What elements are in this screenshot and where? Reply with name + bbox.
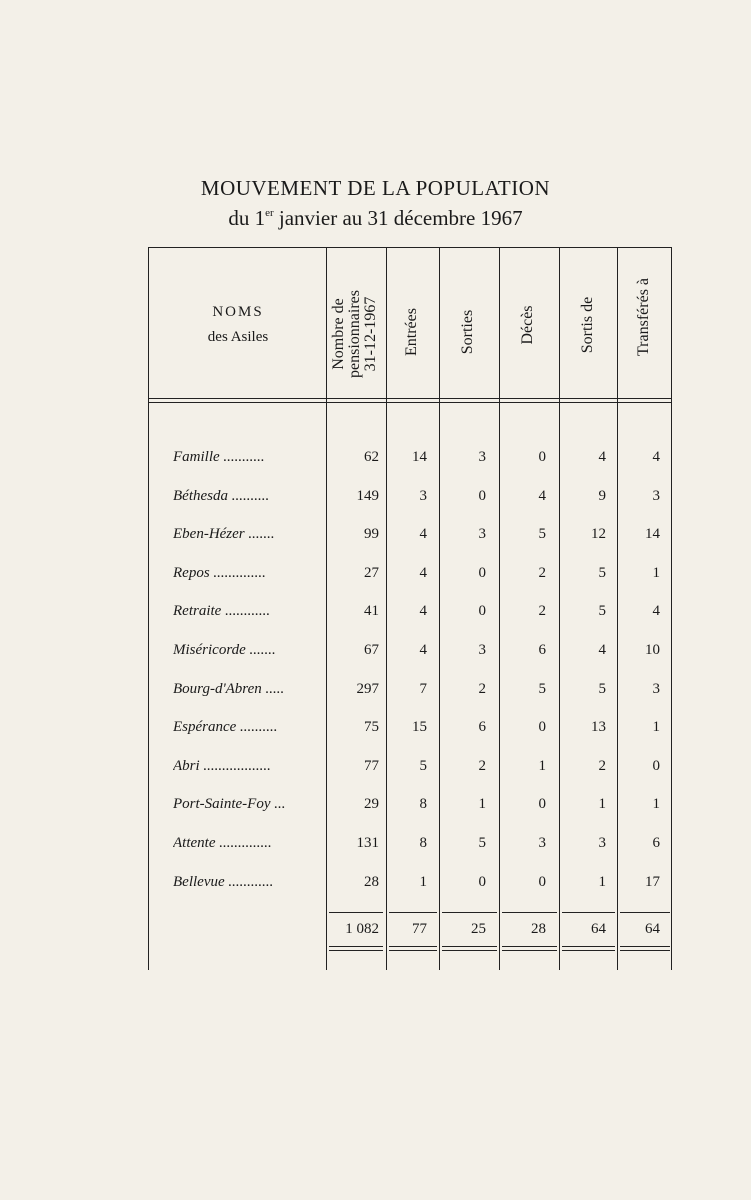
cell-nombre: 149 [356,487,379,504]
header-deces: Décès [519,305,536,345]
sum-rule [620,912,670,913]
total-double-rule [620,946,670,951]
table-row [149,681,673,707]
asile-name: Bellevue ............ [173,873,274,890]
asile-name: Bourg-d'Abren ..... [173,680,285,697]
header-transferes: Transférés à [635,277,652,357]
table-row [149,488,673,514]
header-sorties: Sorties [459,309,476,355]
cell-sortis: 5 [598,564,606,581]
total-transferes: 64 [645,921,660,937]
cell-transferes: 3 [652,487,660,504]
cell-sorties: 0 [478,487,486,504]
total-double-rule [442,946,497,951]
header-sortis: Sortis de [579,296,596,354]
table-row [149,719,673,745]
table-row [149,603,673,629]
cell-sortis: 12 [591,526,606,543]
subtitle-superscript: er [265,207,274,219]
cell-entrees: 15 [412,719,427,736]
cell-nombre: 41 [364,603,379,620]
cell-transferes: 4 [652,449,660,465]
table-row [149,796,673,822]
total-double-rule [562,946,615,951]
cell-entrees: 5 [419,757,427,774]
cell-deces: 2 [538,603,546,620]
cell-entrees: 1 [419,873,427,890]
sum-rule [562,912,615,913]
header-nombre-line2: pensionnaires [346,290,363,378]
cell-sorties: 5 [478,835,486,851]
header-nombre [331,274,383,394]
header-noms [149,300,327,350]
cell-transferes: 10 [645,642,660,658]
cell-transferes: 0 [652,757,660,774]
header-rule [149,398,671,403]
cell-transferes: 1 [652,796,660,813]
cell-sorties: 3 [478,526,486,543]
cell-deces: 5 [538,680,546,697]
header-nombre-line3: 31-12-1967 [362,296,379,372]
cell-sorties: 3 [478,642,486,658]
cell-deces: 0 [538,873,546,890]
sum-rule [329,912,383,913]
total-entrees: 77 [412,921,427,937]
cell-transferes: 1 [652,719,660,736]
table-row [149,758,673,784]
table-row [149,565,673,591]
total-sorties: 25 [471,921,486,937]
asile-name: Abri .................. [173,757,271,774]
totals-row [149,921,673,947]
header-entrees: Entrées [403,308,420,356]
asile-name: Eben-Hézer ....... [173,526,275,543]
header-noms-line1: NOMS [212,304,264,320]
subtitle-prefix: du 1 [228,206,266,230]
cell-deces: 5 [538,526,546,543]
cell-entrees: 8 [419,796,427,813]
cell-sortis: 13 [591,719,606,736]
total-deces: 28 [531,921,546,937]
sum-rule [502,912,557,913]
cell-deces: 0 [538,719,546,736]
cell-sorties: 2 [478,757,486,774]
cell-deces: 6 [538,642,546,658]
cell-entrees: 4 [419,564,427,581]
cell-entrees: 3 [419,487,427,504]
asile-name: Repos .............. [173,564,266,581]
cell-transferes: 6 [652,835,660,851]
cell-nombre: 67 [364,642,379,658]
cell-entrees: 4 [419,603,427,620]
cell-sortis: 5 [598,680,606,697]
cell-sorties: 0 [478,873,486,890]
asile-name: Miséricorde ....... [173,642,276,658]
cell-deces: 2 [538,564,546,581]
cell-entrees: 14 [412,449,427,465]
page-title: MOUVEMENT DE LA POPULATION [200,176,551,200]
total-sortis: 64 [591,921,606,937]
cell-sorties: 3 [478,449,486,465]
cell-entrees: 7 [419,680,427,697]
cell-nombre: 62 [364,449,379,465]
cell-sortis: 2 [598,757,606,774]
cell-sortis: 1 [598,873,606,890]
cell-sortis: 9 [598,487,606,504]
cell-sortis: 1 [598,796,606,813]
cell-transferes: 1 [652,564,660,581]
cell-deces: 3 [538,835,546,851]
total-double-rule [329,946,383,951]
table-row [149,835,673,861]
cell-sortis: 5 [598,603,606,620]
cell-sortis: 4 [598,642,606,658]
cell-nombre: 131 [356,835,379,851]
cell-transferes: 4 [652,603,660,620]
total-double-rule [389,946,437,951]
table-row [149,449,673,475]
cell-deces: 1 [538,757,546,774]
asile-name: Famille ........... [173,449,265,465]
cell-deces: 4 [538,487,546,504]
cell-sortis: 4 [598,449,606,465]
asile-name: Port-Sainte-Foy ... [173,796,286,813]
cell-entrees: 4 [419,642,427,658]
sum-rule [442,912,497,913]
cell-sorties: 6 [478,719,486,736]
header-nombre-line1: Nombre de [330,298,347,370]
cell-nombre: 75 [364,719,379,736]
cell-nombre: 27 [364,564,379,581]
cell-transferes: 14 [645,526,660,543]
cell-sorties: 0 [478,603,486,620]
population-table [148,247,672,970]
table-row [149,874,673,900]
sum-rule [389,912,437,913]
asile-name: Retraite ............ [173,603,271,620]
cell-sorties: 1 [478,796,486,813]
cell-entrees: 8 [419,835,427,851]
total-nombre: 1 082 [345,921,379,937]
cell-nombre: 29 [364,796,379,813]
cell-sorties: 0 [478,564,486,581]
cell-transferes: 3 [652,680,660,697]
cell-deces: 0 [538,796,546,813]
cell-nombre: 297 [356,680,379,697]
cell-nombre: 77 [364,757,379,774]
cell-entrees: 4 [419,526,427,543]
header-noms-line2: des Asiles [207,329,269,345]
asile-name: Attente .............. [173,835,272,851]
asile-name: Espérance .......... [173,719,278,736]
cell-nombre: 28 [364,873,379,890]
cell-transferes: 17 [645,873,660,890]
table-row [149,642,673,668]
table-row [149,526,673,552]
cell-sortis: 3 [598,835,606,851]
cell-deces: 0 [538,449,546,465]
total-double-rule [502,946,557,951]
cell-sorties: 2 [478,680,486,697]
cell-nombre: 99 [364,526,379,543]
page-subtitle [0,206,751,231]
subtitle-rest: janvier au 31 décembre 1967 [273,206,523,230]
asile-name: Béthesda .......... [173,487,270,504]
